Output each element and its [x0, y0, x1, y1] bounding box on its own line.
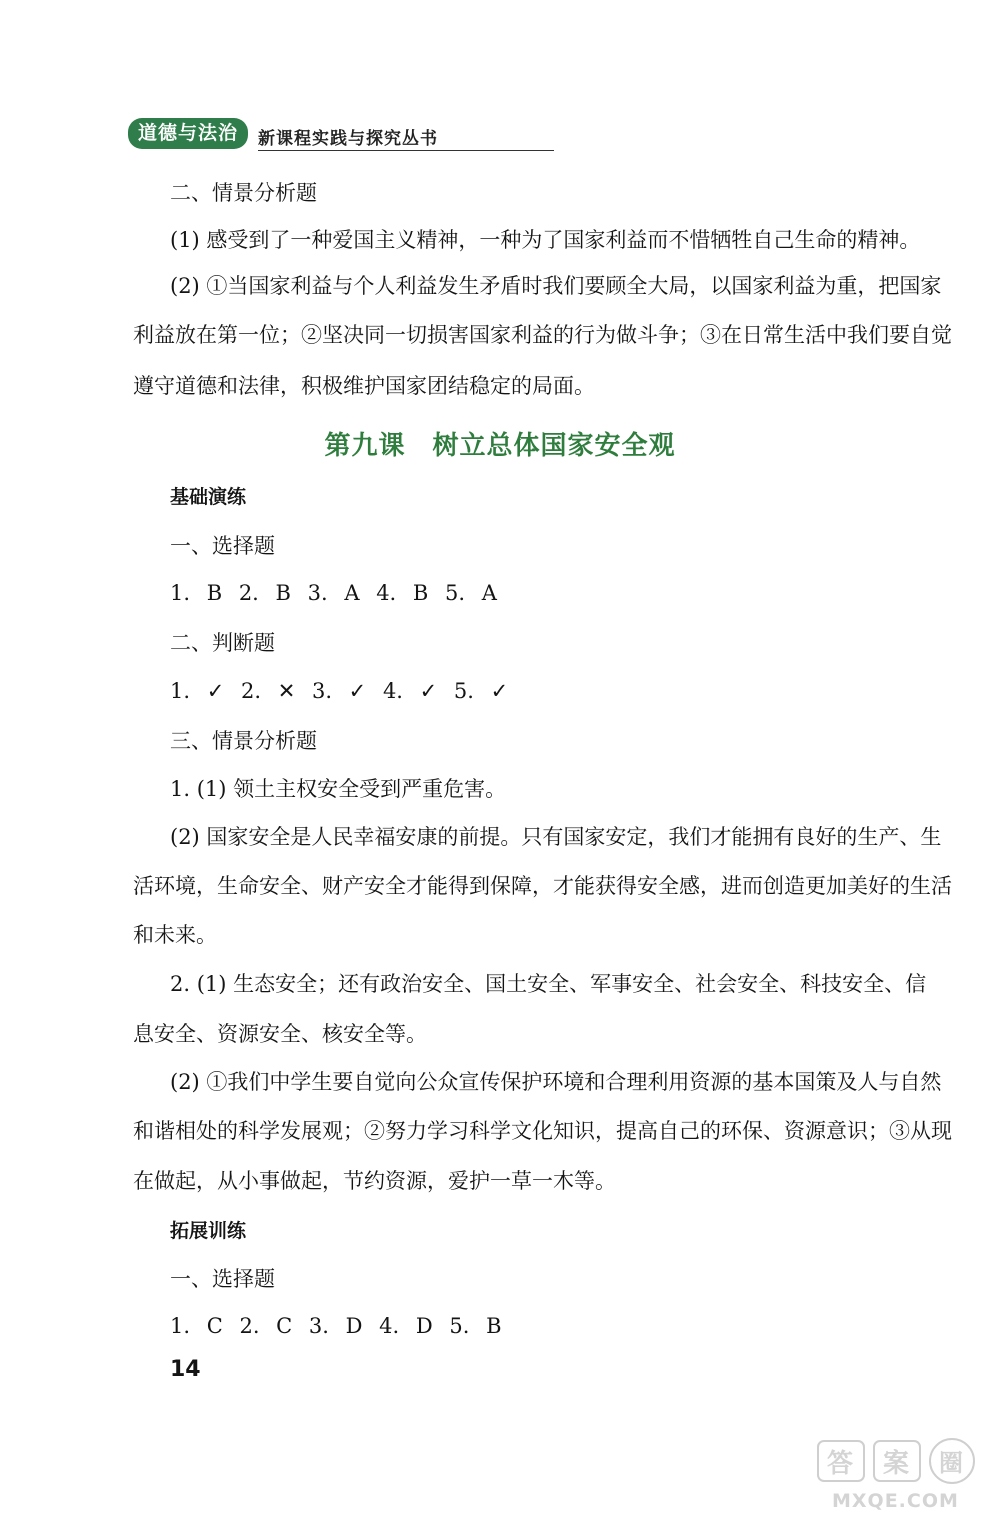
judge-heading: 二、判断题 [170, 631, 275, 655]
answer-1-2-line1: (2) 国家安全是人民幸福安康的前提。只有国家安定，我们才能拥有良好的生产、生 [170, 825, 942, 849]
answer-1-1: 1. (1) 领土主权安全受到严重危害。 [170, 777, 507, 801]
scenario-heading-3: 三、情景分析题 [170, 729, 317, 753]
subject-badge: 道德与法治 [128, 118, 248, 149]
series-title: 新课程实践与探究丛书 [258, 124, 554, 151]
svg-text:答: 答 [827, 1449, 854, 1479]
extension-choice-heading: 一、选择题 [170, 1267, 275, 1291]
answer-2-2-line2: 和谐相处的科学发展观；②努力学习科学文化知识，提高自己的环保、资源意识；③从现 [133, 1119, 952, 1143]
answer-q2-line3: 遵守道德和法律，积极维护国家团结稳定的局面。 [133, 374, 595, 398]
answer-2-2-line3: 在做起，从小事做起，节约资源，爱护一草一木等。 [133, 1169, 616, 1193]
answer-q2-line1: (2) ①当国家利益与个人利益发生矛盾时我们要顾全大局，以国家利益为重，把国家 [170, 274, 942, 298]
answer-q1: (1) 感受到了一种爱国主义精神，一种为了国家利益而不惜牺牲自己生命的精神。 [170, 228, 921, 252]
lesson-title: 第九课 树立总体国家安全观 [324, 431, 676, 461]
extension-choice-answers: 1. C 2. C 3. D 4. D 5. B [170, 1314, 502, 1338]
answer-q2-line2: 利益放在第一位；②坚决同一切损害国家利益的行为做斗争；③在日常生活中我们要自觉 [133, 323, 952, 347]
svg-text:MXQE.COM: MXQE.COM [832, 1490, 959, 1512]
answer-2-1-line2: 息安全、资源安全、核安全等。 [133, 1022, 427, 1046]
svg-text:圈: 圈 [939, 1449, 963, 1477]
page-number: 14 [170, 1357, 201, 1382]
basic-practice-heading: 基础演练 [170, 486, 247, 508]
scenario-heading: 二、情景分析题 [170, 181, 317, 205]
answer-1-2-line3: 和未来。 [133, 923, 217, 947]
judge-answers: 1. ✓ 2. ✕ 3. ✓ 4. ✓ 5. ✓ [170, 679, 509, 703]
answer-2-2-line1: (2) ①我们中学生要自觉向公众宣传保护环境和合理利用资源的基本国策及人与自然 [170, 1070, 942, 1094]
svg-text:案: 案 [883, 1449, 910, 1479]
watermark-logo [812, 1435, 992, 1515]
answer-2-1-line1: 2. (1) 生态安全；还有政治安全、国土安全、军事安全、社会安全、科技安全、信 [170, 972, 927, 996]
choice-answers: 1. B 2. B 3. A 4. B 5. A [170, 581, 497, 605]
extension-training-heading: 拓展训练 [170, 1220, 247, 1242]
answer-1-2-line2: 活环境，生命安全、财产安全才能得到保障，才能获得安全感，进而创造更加美好的生活 [133, 874, 952, 898]
choice-heading: 一、选择题 [170, 534, 275, 558]
